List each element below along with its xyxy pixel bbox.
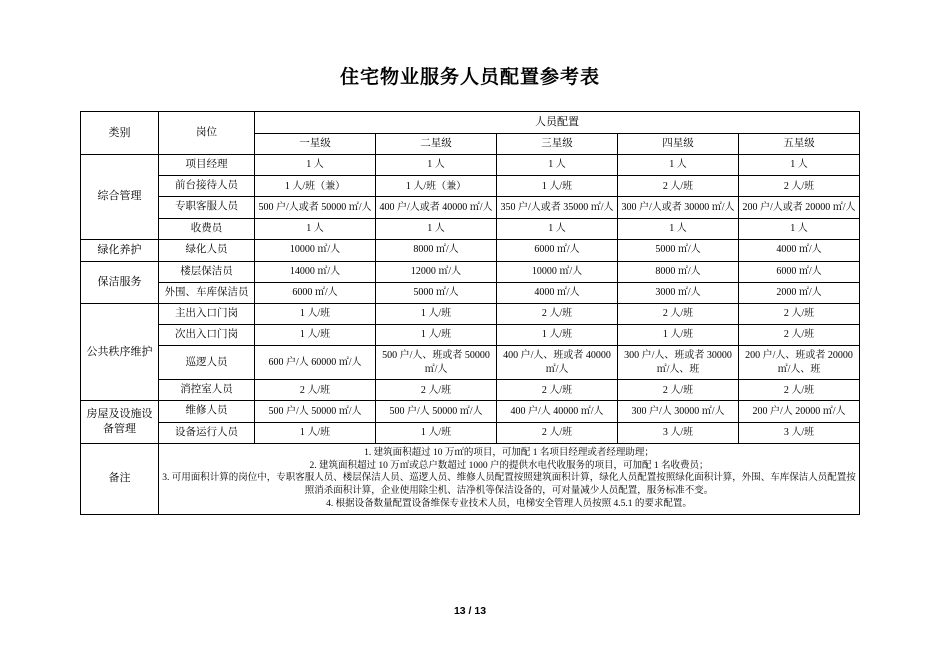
note-line-4: 4. 根据设备数量配置设备维保专业技术人员，电梯安全管理人员按照 4.5.1 的要求配置。 (326, 499, 692, 509)
post-cell: 维修人员 (159, 401, 255, 422)
value-cell-level-5: 200 户/人、班或者 20000 ㎡/人、班 (739, 346, 860, 380)
post-cell: 设备运行人员 (159, 422, 255, 443)
value-cell-level-5: 3 人/班 (739, 422, 860, 443)
value-cell-level-5: 200 户/人 20000 ㎡/人 (739, 401, 860, 422)
table-row (81, 239, 860, 261)
post-cell: 绿化人员 (159, 239, 255, 261)
value-cell-level-1: 2 人/班 (255, 380, 376, 401)
value-cell-level-3: 1 人/班 (497, 325, 618, 346)
value-cell-level-2: 500 户/人、班或者 50000 ㎡/人 (376, 346, 497, 380)
post-cell: 主出入口门岗 (159, 303, 255, 324)
header-post: 岗位 (159, 112, 255, 155)
value-cell-level-4: 1 人 (618, 218, 739, 239)
note-line-3: 3. 可用面积计算的岗位中，专职客服人员、楼层保洁人员、巡逻人员、维修人员配置按照建筑面积计算，绿化人员配置按照绿化面积计算，外围、车库保洁人员配置按照消杀面积计算，企业使用除尘机、洁净机等保洁设备的，可对量减少人员配置，服务标准不变。 (162, 473, 856, 497)
post-cell: 楼层保洁员 (159, 261, 255, 282)
notes-row (81, 443, 860, 514)
post-cell: 次出入口门岗 (159, 325, 255, 346)
value-cell-level-5: 2 人/班 (739, 380, 860, 401)
value-cell-level-4: 8000 ㎡/人 (618, 261, 739, 282)
table-row (81, 282, 860, 303)
value-cell-level-2: 400 户/人或者 40000 ㎡/人 (376, 197, 497, 218)
value-cell-level-4: 1 人 (618, 155, 739, 176)
value-cell-level-4: 300 户/人、班或者 30000 ㎡/人、班 (618, 346, 739, 380)
value-cell-level-1: 10000 ㎡/人 (255, 239, 376, 261)
value-cell-level-4: 2 人/班 (618, 380, 739, 401)
value-cell-level-2: 1 人/班 (376, 422, 497, 443)
table-row (81, 176, 860, 197)
value-cell-level-4: 1 人/班 (618, 325, 739, 346)
value-cell-level-1: 1 人 (255, 218, 376, 239)
value-cell-level-3: 4000 ㎡/人 (497, 282, 618, 303)
value-cell-level-3: 6000 ㎡/人 (497, 239, 618, 261)
value-cell-level-5: 200 户/人或者 20000 ㎡/人 (739, 197, 860, 218)
header-level-3: 三星级 (497, 133, 618, 154)
value-cell-level-2: 1 人/班 (376, 303, 497, 324)
notes-body (159, 443, 860, 514)
post-cell: 收费员 (159, 218, 255, 239)
post-cell: 巡逻人员 (159, 346, 255, 380)
value-cell-level-2: 12000 ㎡/人 (376, 261, 497, 282)
post-cell: 消控室人员 (159, 380, 255, 401)
post-cell: 外围、车库保洁员 (159, 282, 255, 303)
value-cell-level-1: 500 户/人 50000 ㎡/人 (255, 401, 376, 422)
value-cell-level-1: 1 人/班 (255, 325, 376, 346)
value-cell-level-1: 6000 ㎡/人 (255, 282, 376, 303)
value-cell-level-3: 1 人 (497, 218, 618, 239)
table-row (81, 380, 860, 401)
table-row (81, 155, 860, 176)
category-cell: 公共秩序维护 (81, 303, 159, 401)
note-line-1: 1. 建筑面积超过 10 万㎡的项目，可加配 1 名项目经理或者经理助理； (364, 447, 654, 458)
notes-label: 备注 (81, 443, 159, 514)
value-cell-level-2: 2 人/班 (376, 380, 497, 401)
value-cell-level-5: 2 人/班 (739, 176, 860, 197)
table-row (81, 303, 860, 324)
value-cell-level-4: 3000 ㎡/人 (618, 282, 739, 303)
header-level-4: 四星级 (618, 133, 739, 154)
value-cell-level-1: 1 人/班 (255, 422, 376, 443)
value-cell-level-5: 2 人/班 (739, 303, 860, 324)
header-level-1: 一星级 (255, 133, 376, 154)
header-level-2: 二星级 (376, 133, 497, 154)
table-row (81, 197, 860, 218)
value-cell-level-1: 600 户/人 60000 ㎡/人 (255, 346, 376, 380)
value-cell-level-4: 5000 ㎡/人 (618, 239, 739, 261)
value-cell-level-1: 500 户/人或者 50000 ㎡/人 (255, 197, 376, 218)
category-cell: 综合管理 (81, 155, 159, 240)
table-row (81, 346, 860, 380)
value-cell-level-3: 400 户/人、班或者 40000 ㎡/人 (497, 346, 618, 380)
staffing-table-container (80, 111, 860, 515)
note-line-2: 2. 建筑面积超过 10 万㎡或总户数超过 1000 户的提供水电代收服务的项目，可加配 1 名收费员； (309, 460, 709, 471)
value-cell-level-4: 3 人/班 (618, 422, 739, 443)
value-cell-level-1: 14000 ㎡/人 (255, 261, 376, 282)
table-row (81, 401, 860, 422)
value-cell-level-1: 1 人/班（兼） (255, 176, 376, 197)
header-category: 类别 (81, 112, 159, 155)
category-cell: 绿化养护 (81, 239, 159, 261)
page-title: 住宅物业服务人员配置参考表 (339, 67, 600, 88)
category-cell: 房屋及设施设备管理 (81, 401, 159, 443)
value-cell-level-2: 1 人 (376, 218, 497, 239)
value-cell-level-5: 1 人 (739, 155, 860, 176)
value-cell-level-4: 2 人/班 (618, 176, 739, 197)
value-cell-level-4: 300 户/人 30000 ㎡/人 (618, 401, 739, 422)
value-cell-level-5: 4000 ㎡/人 (739, 239, 860, 261)
category-cell: 保洁服务 (81, 261, 159, 303)
value-cell-level-3: 2 人/班 (497, 303, 618, 324)
value-cell-level-2: 1 人 (376, 155, 497, 176)
value-cell-level-3: 1 人/班 (497, 176, 618, 197)
post-cell: 专职客服人员 (159, 197, 255, 218)
post-cell: 项目经理 (159, 155, 255, 176)
value-cell-level-3: 2 人/班 (497, 380, 618, 401)
table-row (81, 422, 860, 443)
page-number: 13 / 13 (453, 605, 487, 617)
value-cell-level-4: 300 户/人或者 30000 ㎡/人 (618, 197, 739, 218)
value-cell-level-2: 1 人/班 (376, 325, 497, 346)
table-row (81, 261, 860, 282)
value-cell-level-5: 2 人/班 (739, 325, 860, 346)
value-cell-level-2: 8000 ㎡/人 (376, 239, 497, 261)
value-cell-level-3: 10000 ㎡/人 (497, 261, 618, 282)
value-cell-level-2: 500 户/人 50000 ㎡/人 (376, 401, 497, 422)
value-cell-level-3: 350 户/人或者 35000 ㎡/人 (497, 197, 618, 218)
value-cell-level-1: 1 人/班 (255, 303, 376, 324)
value-cell-level-5: 2000 ㎡/人 (739, 282, 860, 303)
table-header-row (81, 112, 860, 134)
value-cell-level-2: 5000 ㎡/人 (376, 282, 497, 303)
header-staffing: 人员配置 (255, 112, 860, 134)
table-row (81, 218, 860, 239)
value-cell-level-3: 2 人/班 (497, 422, 618, 443)
value-cell-level-4: 2 人/班 (618, 303, 739, 324)
header-level-5: 五星级 (739, 133, 860, 154)
table-row (81, 325, 860, 346)
value-cell-level-1: 1 人 (255, 155, 376, 176)
value-cell-level-3: 400 户/人 40000 ㎡/人 (497, 401, 618, 422)
post-cell: 前台接待人员 (159, 176, 255, 197)
value-cell-level-3: 1 人 (497, 155, 618, 176)
value-cell-level-5: 1 人 (739, 218, 860, 239)
staffing-table (80, 111, 860, 515)
value-cell-level-2: 1 人/班（兼） (376, 176, 497, 197)
value-cell-level-5: 6000 ㎡/人 (739, 261, 860, 282)
